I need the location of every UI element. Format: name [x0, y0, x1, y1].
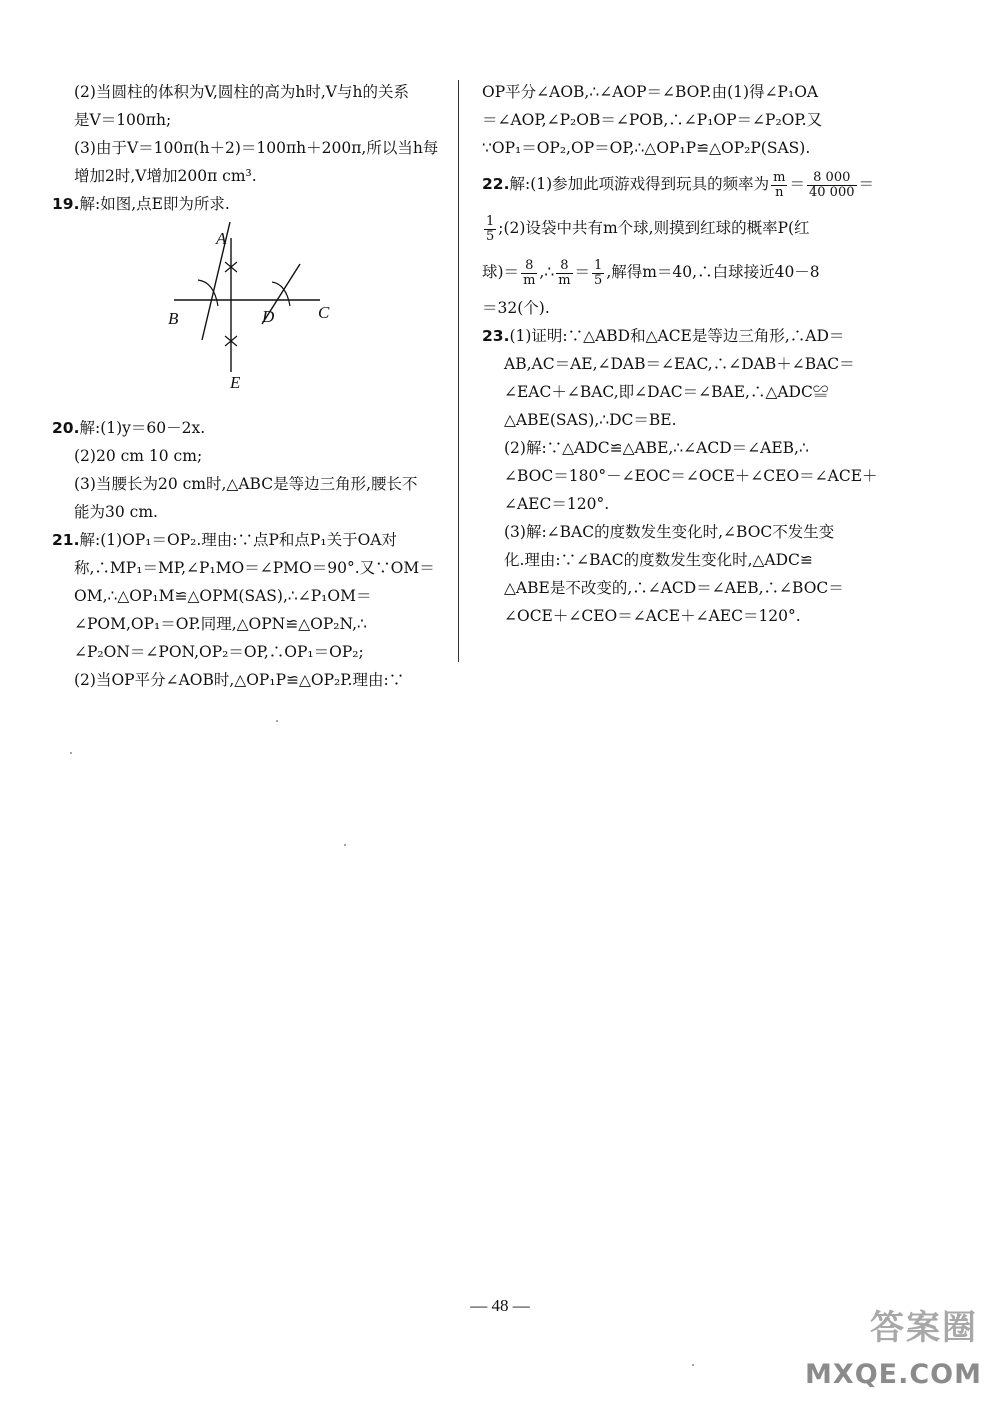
watermark-site: MXQE.COM: [805, 1359, 982, 1390]
fraction-8-over-m: [521, 259, 537, 288]
fraction-8-over-m: [556, 259, 572, 288]
answer-20-part3-line2: 能为30 cm.: [74, 503, 158, 521]
label-b: B: [168, 309, 179, 328]
answer-23-part3-line3: △ABE是不改变的,∴∠ACD＝∠AEB,∴∠BOC＝: [504, 579, 844, 597]
answer-19-text: 解:如图,点E即为所求.: [79, 195, 230, 213]
label-c: C: [318, 303, 330, 322]
answer-21-part1-line2: 称,∴MP₁＝MP,∠P₁MO＝∠PMO＝90°.又∵OM＝: [74, 559, 435, 577]
answer-19: [52, 190, 452, 218]
answer-21-part2-line3: ＝∠AOP,∠P₂OB＝∠POB,∴∠P₁OP＝∠P₂OP.又: [482, 111, 823, 129]
question-number: 21.: [52, 531, 80, 549]
answer-21-part1-line3: OM,∴△OP₁M≌△OPM(SAS),∴∠P₁OM＝: [74, 587, 372, 605]
answer-21-part1-text: 解:(1)OP₁＝OP₂.理由:∵点P和点P₁关于OA对: [79, 531, 397, 549]
answer-23-part2-line3: ∠AEC＝120°.: [504, 495, 610, 513]
denominator: n: [775, 184, 784, 200]
answer-23-part1-line4: △ABE(SAS),∴DC＝BE.: [504, 411, 677, 429]
answer-21-part1-line4: ∠POM,OP₁＝OP.同理,△OPN≌△OP₂N,∴: [74, 615, 367, 633]
answer-18-part3-line1: (3)由于V＝100π(h＋2)＝100πh＋200π,所以当h每: [74, 139, 439, 157]
answer-22-line1: [482, 162, 875, 206]
answer-23-part3-line4: ∠OCE＋∠CEO＝∠ACE＋∠AEC＝120°.: [504, 607, 801, 625]
answer-23-part2-line1: (2)解:∵△ADC≌△ABE,∴∠ACD＝∠AEB,∴: [504, 439, 809, 457]
denominator: 5: [594, 272, 603, 288]
scan-speck: [692, 1364, 694, 1366]
answer-23-part1-line3: ∠EAC＋∠BAC,即∠DAC＝∠BAE,∴△ADC≌: [504, 383, 829, 401]
question-number: 19.: [52, 195, 80, 213]
watermark: [782, 1300, 982, 1390]
answer-21-part1-line1: [52, 526, 452, 554]
numerator: 1: [486, 213, 495, 229]
question-number: 20.: [52, 419, 80, 437]
answer-21-part2-line4: ∵OP₁＝OP₂,OP＝OP,∴△OP₁P≌△OP₂P(SAS).: [482, 139, 811, 157]
fraction-8000-over-40000: [807, 171, 857, 200]
answer-18-part2-line1: (2)当圆柱的体积为V,圆柱的高为h时,V与h的关系: [74, 83, 409, 101]
answer-22-line3: [482, 250, 866, 294]
numerator: 1: [594, 257, 603, 273]
answer-22-line2: [482, 206, 866, 250]
page-number: — 48 —: [470, 1296, 530, 1315]
answer-20-part2: (2)20 cm 10 cm;: [74, 447, 203, 465]
label-a: A: [216, 229, 227, 248]
answer-18-part3-line2: 增加2时,V增加200π cm³.: [74, 167, 257, 185]
answer-23-part1-line1: [482, 322, 866, 350]
column-divider: [458, 80, 459, 662]
right-column: [482, 78, 878, 630]
construction-diagram: [162, 220, 342, 392]
numerator: 8: [556, 259, 572, 274]
equals-sign: ＝: [858, 175, 875, 193]
therefore-sign: ,∴: [539, 263, 555, 281]
numerator: m: [773, 169, 786, 185]
denominator: 5: [486, 228, 495, 244]
answer-23-part3-line1: (3)解:∠BAC的度数发生变化时,∠BOC不发生变: [504, 523, 835, 541]
answer-22-line3-end: ,解得m＝40,∴白球接近40－8: [606, 263, 820, 281]
equals-sign: ＝: [574, 263, 591, 281]
answer-21-part1-line5: ∠P₂ON＝∠PON,OP₂＝OP,∴OP₁＝OP₂;: [74, 643, 364, 661]
answer-21-part2-line2: OP平分∠AOB,∴∠AOP＝∠BOP.由(1)得∠P₁OA: [482, 83, 819, 101]
answer-22-line3-start: 球)＝: [482, 263, 520, 281]
answer-23-part1-text: (1)证明:∵△ABD和△ACE是等边三角形,∴AD＝: [509, 327, 845, 345]
scan-speck: [344, 844, 346, 846]
fraction-1-over-5: [592, 259, 604, 288]
question-number: 22.: [482, 175, 510, 193]
answer-22-text: 解:(1)参加此项游戏得到玩具的频率为: [509, 175, 770, 193]
question-number: 23.: [482, 327, 510, 345]
answer-20-part1-text: 解:(1)y＝60－2x.: [79, 419, 206, 437]
equals-sign: ＝: [789, 175, 805, 193]
fraction-m-over-n: [771, 171, 787, 200]
denominator: m: [558, 272, 571, 288]
answer-21-part2-line1: (2)当OP平分∠AOB时,△OP₁P≌△OP₂P.理由:∵: [74, 671, 405, 689]
answer-22-line4: ＝32(个).: [482, 299, 550, 317]
watermark-logo: 答案圈: [870, 1308, 978, 1348]
answer-20-part3-line1: (3)当腰长为20 cm时,△ABC是等边三角形,腰长不: [74, 475, 418, 493]
answer-22-line2-text: ;(2)设袋中共有m个球,则摸到红球的概率P(红: [498, 219, 810, 237]
scan-speck: [276, 720, 278, 722]
answer-23-part1-line2: AB,AC＝AE,∠DAB＝∠EAC,∴∠DAB＋∠BAC＝: [504, 355, 855, 373]
fraction-1-over-5: [484, 215, 496, 244]
denominator: 40 000: [809, 184, 855, 200]
answer-23-part2-line2: ∠BOC＝180°－∠EOC＝∠OCE＋∠CEO＝∠ACE＋: [504, 467, 878, 485]
answer-23-part3-line2: 化.理由:∵∠BAC的度数发生变化时,△ADC≌: [504, 551, 813, 569]
answer-18-part2-line2: 是V＝100πh;: [74, 111, 172, 129]
label-e: E: [230, 373, 241, 392]
scan-speck: [70, 752, 72, 754]
answer-20-part1: [52, 414, 452, 442]
numerator: 8: [521, 259, 537, 274]
denominator: m: [523, 272, 536, 288]
label-d: D: [262, 307, 275, 326]
numerator: 8 000: [807, 171, 857, 186]
